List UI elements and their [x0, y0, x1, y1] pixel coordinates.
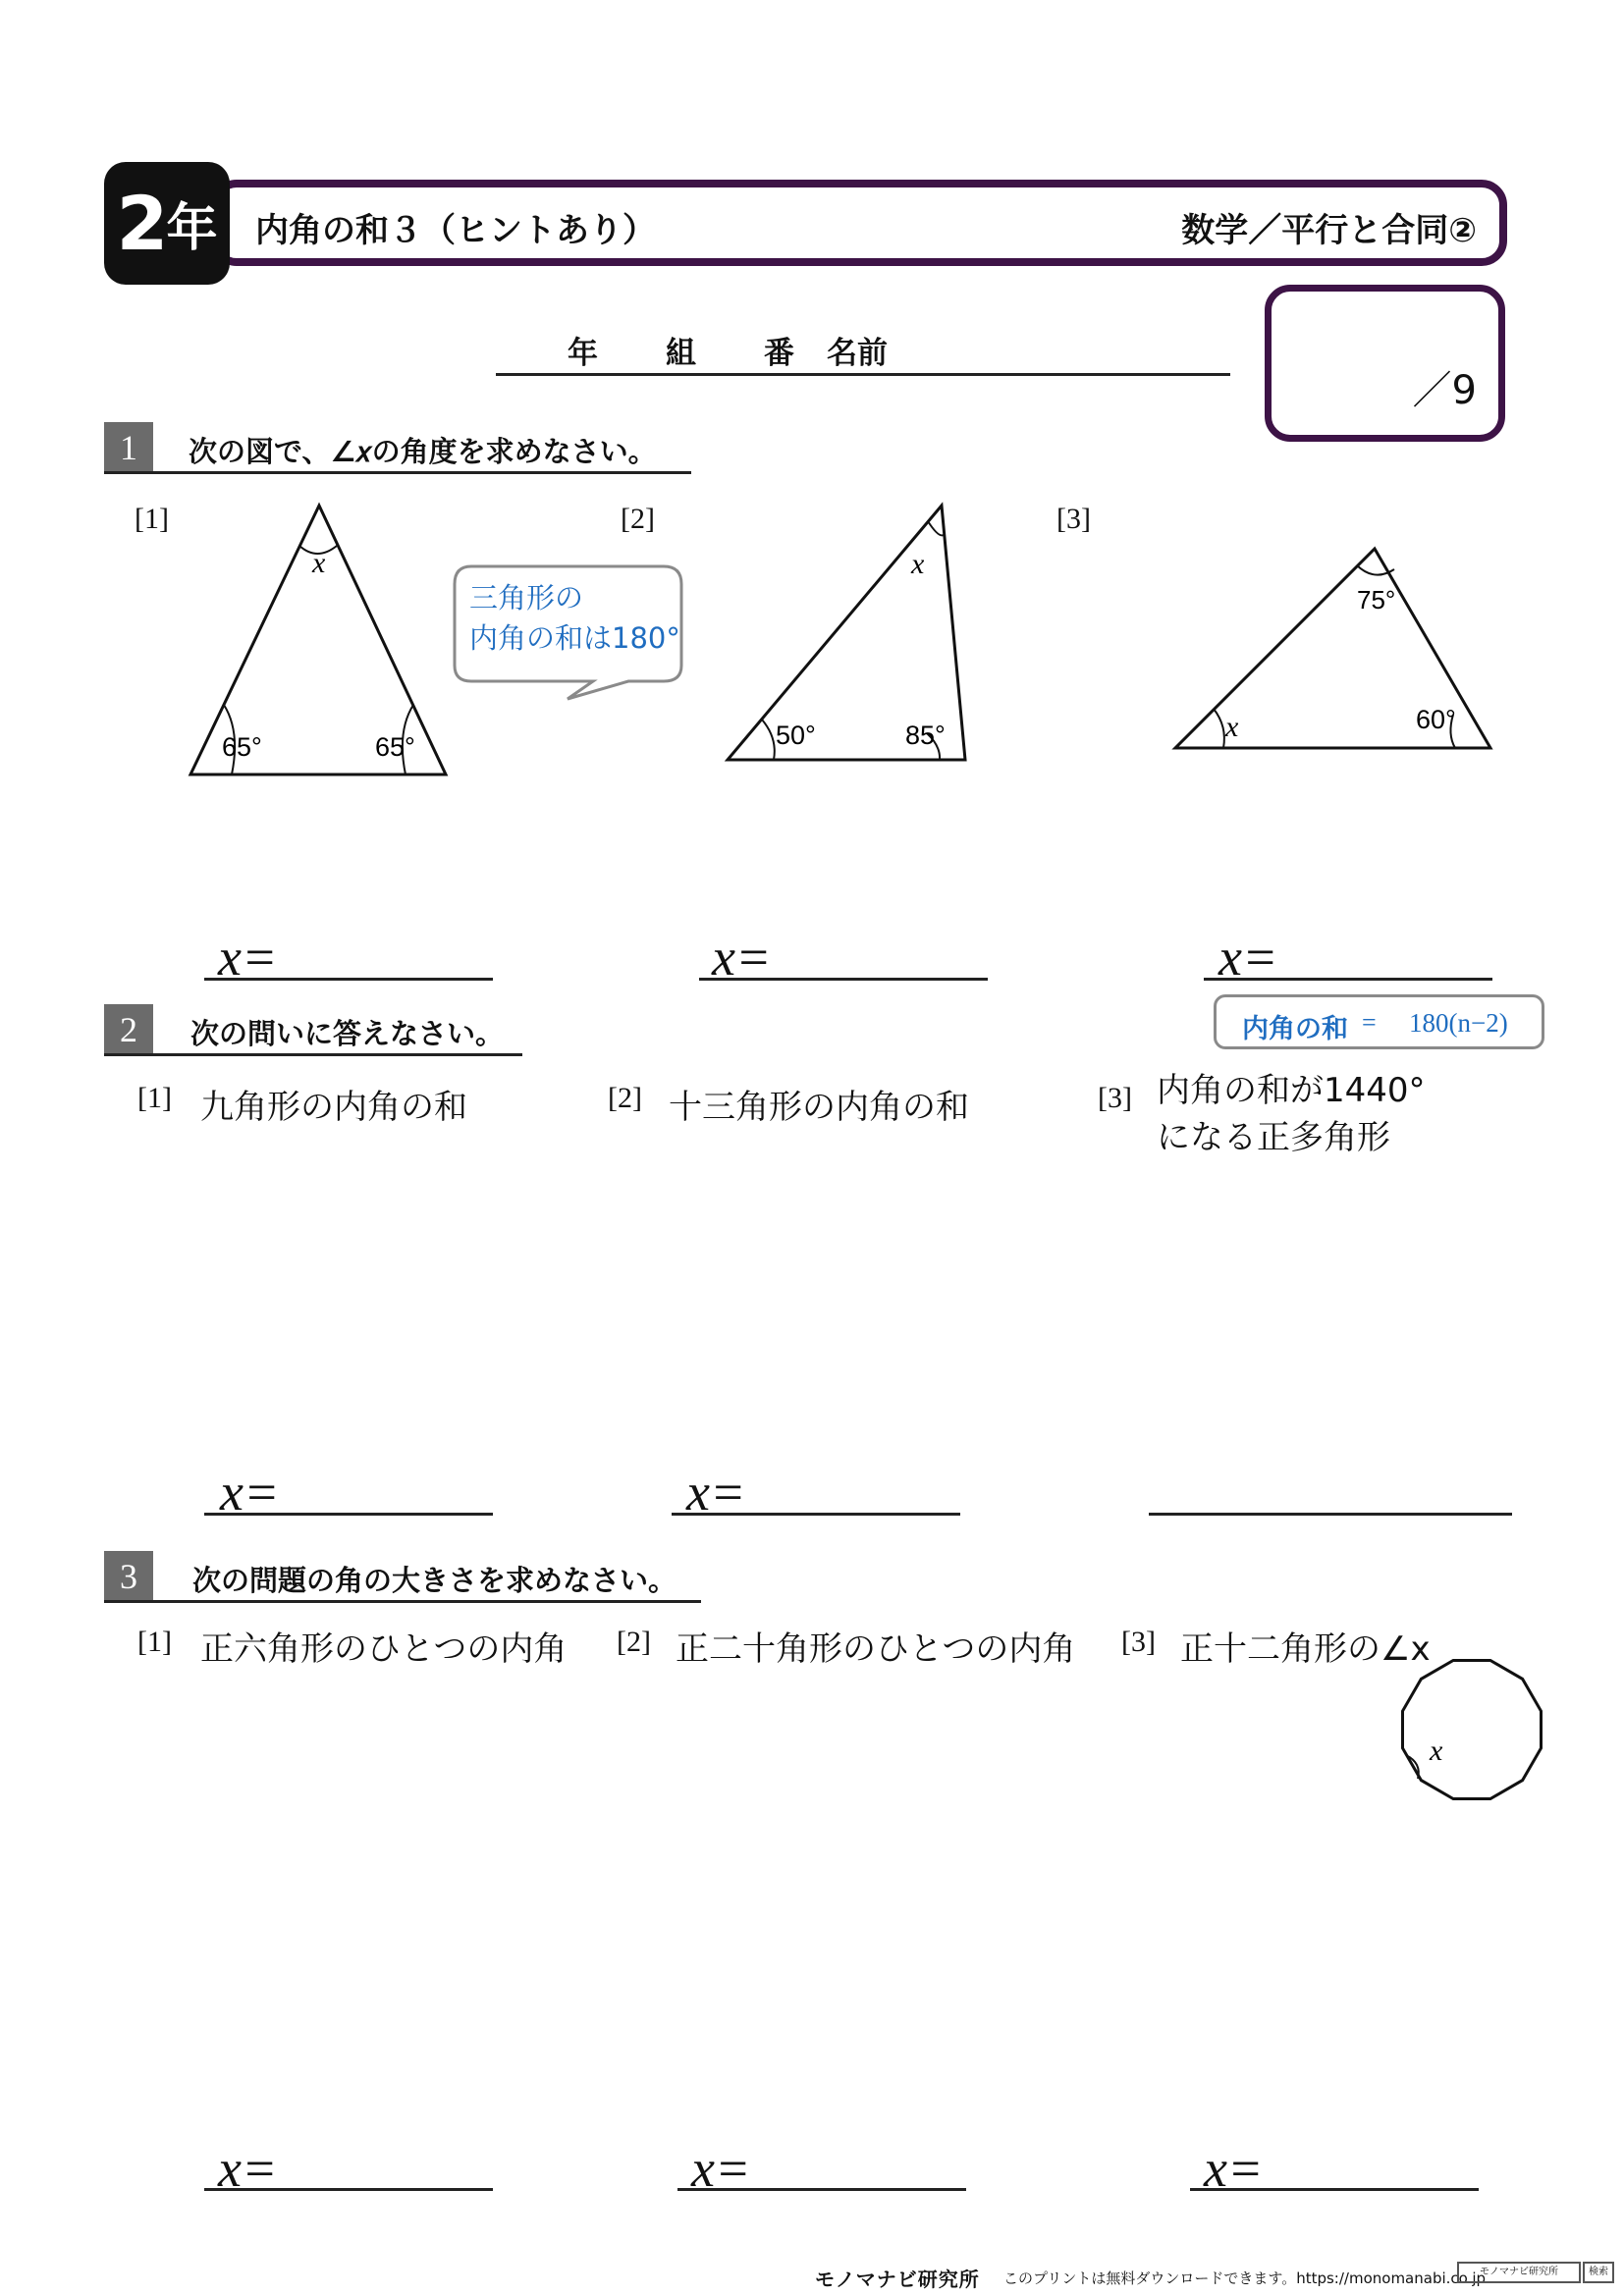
- footer-search-button[interactable]: 検索: [1583, 2262, 1614, 2283]
- subject-title: 数学／平行と合同②: [1181, 211, 1477, 250]
- dodecagon-unknown: x: [1430, 1735, 1443, 1767]
- s1-problem1-label: [1]: [135, 503, 169, 535]
- s1-answer3-prefix: x=: [1218, 928, 1278, 987]
- section1-title: 次の図で、∠𝑥の角度を求めなさい。: [189, 435, 657, 468]
- footer-search-box[interactable]: モノマナビ研究所: [1457, 2262, 1581, 2283]
- name-label: 名前: [827, 336, 888, 371]
- t3-angle-top: 75°: [1357, 585, 1396, 614]
- s2-answer3-line[interactable]: [1149, 1513, 1512, 1516]
- s3-answer1-prefix: x=: [218, 2139, 278, 2198]
- s3-answer3-prefix: x=: [1204, 2139, 1264, 2198]
- hint-bubble-2: [1214, 994, 1544, 1049]
- dodecagon-figure: [1403, 1661, 1542, 1799]
- s1-answer3-line[interactable]: [1204, 978, 1492, 981]
- s1-answer1-prefix: x=: [218, 928, 278, 987]
- t1-angle-right: 65°: [375, 732, 415, 762]
- t3-angle-right: 60°: [1416, 705, 1456, 734]
- s2-answer2-line[interactable]: [672, 1513, 960, 1516]
- grade-number: 2: [116, 179, 167, 267]
- hint2-equals: =: [1362, 1008, 1377, 1037]
- s1-problem3-label: [3]: [1056, 503, 1091, 535]
- score-total: ／9: [1412, 368, 1477, 413]
- s3-problem3-label: [3]: [1121, 1626, 1156, 1658]
- t2-angle-right: 85°: [905, 721, 946, 750]
- t3-unknown: x: [1225, 711, 1239, 743]
- hint2-label: 内角の和: [1242, 1014, 1348, 1044]
- s1-problem2-label: [2]: [621, 503, 655, 535]
- s3-answer3-line[interactable]: [1190, 2188, 1479, 2191]
- s2-answer1-prefix: x=: [220, 1463, 280, 1522]
- footer-note: このプリントは無料ダウンロードできます。https://monomanabi.co.jp: [1003, 2269, 1487, 2287]
- s2-problem2-text: 十三角形の内角の和: [669, 1088, 969, 1127]
- section3-number: 3: [104, 1551, 153, 1602]
- section2-underline: [104, 1053, 522, 1056]
- s2-problem2-label: [2]: [608, 1082, 642, 1114]
- worksheet-title: 内角の和３（ヒントあり）: [255, 211, 656, 250]
- s3-answer1-line[interactable]: [204, 2188, 493, 2191]
- s2-answer2-prefix: x=: [686, 1463, 746, 1522]
- hint2-formula: 180(n−2): [1409, 1008, 1508, 1038]
- s1-answer2-prefix: x=: [712, 928, 772, 987]
- grade-unit: 年: [166, 198, 218, 258]
- s3-problem1-text: 正六角形のひとつの内角: [200, 1629, 568, 1669]
- section3-underline: [104, 1600, 701, 1603]
- section2-title: 次の問いに答えなさい。: [190, 1017, 505, 1050]
- s2-problem3-label: [3]: [1098, 1082, 1132, 1114]
- hint1-line1: 三角形の: [469, 581, 584, 614]
- t1-unknown: x: [312, 547, 326, 579]
- s3-answer2-line[interactable]: [677, 2188, 966, 2191]
- s2-problem3-text-line1: 内角の和が1440°: [1157, 1071, 1426, 1110]
- s3-problem2-text: 正二十角形のひとつの内角: [676, 1629, 1076, 1669]
- s2-answer1-line[interactable]: [204, 1513, 493, 1516]
- t2-angle-left: 50°: [776, 721, 816, 750]
- number-label: 番: [764, 336, 794, 371]
- section1-number: 1: [104, 422, 153, 473]
- s3-answer2-prefix: x=: [691, 2139, 751, 2198]
- class-label: 組: [666, 336, 696, 371]
- s2-problem1-text: 九角形の内角の和: [200, 1088, 467, 1127]
- s2-problem1-label: [1]: [137, 1082, 172, 1114]
- s3-problem1-label: [1]: [137, 1626, 172, 1658]
- t1-angle-left: 65°: [222, 732, 262, 762]
- s3-problem2-label: [2]: [617, 1626, 651, 1658]
- section3-title: 次の問題の角の大きさを求めなさい。: [192, 1564, 677, 1597]
- t2-unknown: x: [911, 548, 925, 580]
- s2-problem3-text-line2: になる正多角形: [1157, 1118, 1390, 1157]
- section2-number: 2: [104, 1004, 153, 1055]
- s1-answer2-line[interactable]: [699, 978, 988, 981]
- year-label: 年: [568, 336, 598, 371]
- hint1-line2: 内角の和は180°: [469, 621, 680, 655]
- s1-answer1-line[interactable]: [204, 978, 493, 981]
- footer-brand: モノマナビ研究所: [815, 2268, 980, 2291]
- s3-problem3-text: 正十二角形の∠x: [1180, 1629, 1431, 1669]
